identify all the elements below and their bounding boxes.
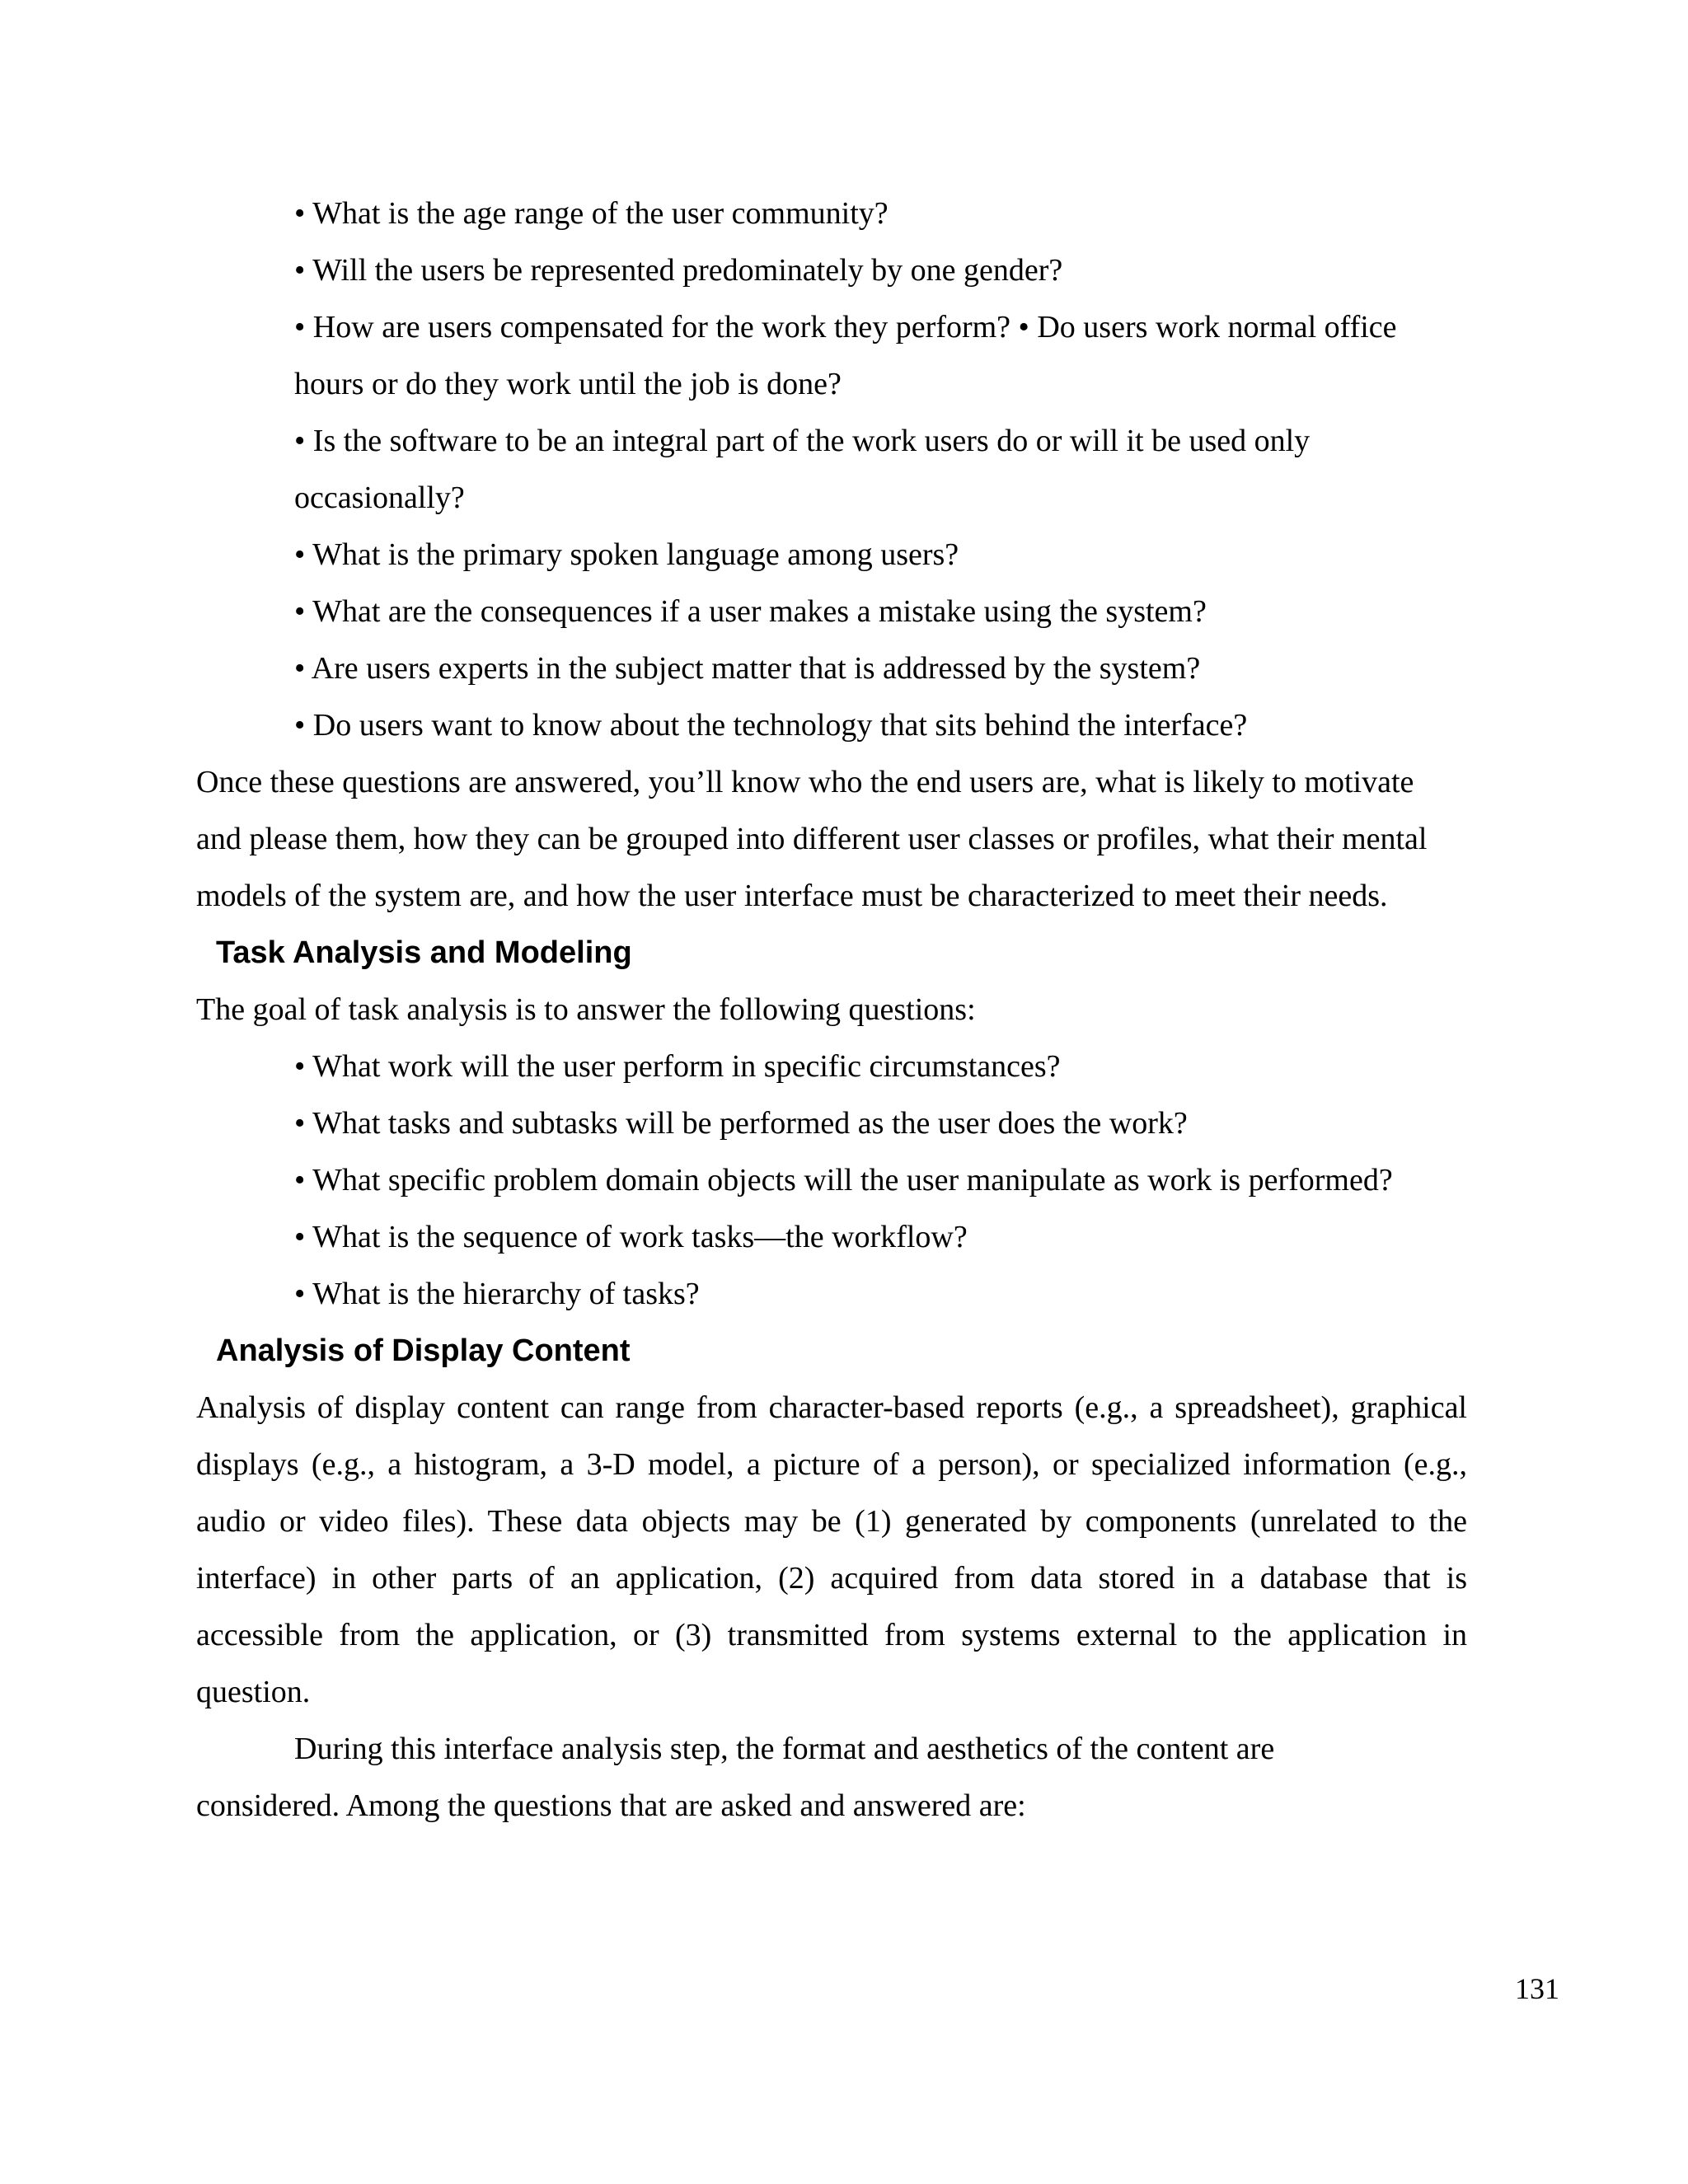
task-analysis-heading: Task Analysis and Modeling <box>216 935 632 970</box>
task-bullet-subtasks: • What tasks and subtasks will be performed as the user does the work? <box>294 1106 1188 1141</box>
bullet-integral-part-continued: occasionally? <box>294 480 465 515</box>
bullet-compensation: • How are users compensated for the work they perform? • Do users work normal office <box>294 310 1397 344</box>
second-paragraph-line-2: considered. Among the questions that are asked and answered are: <box>196 1788 1026 1823</box>
bullet-integral-part: • Is the software to be an integral part of the work users do or will it be used only <box>294 424 1311 458</box>
display-paragraph-line-2: displays (e.g., a histogram, a 3-D model, a picture of a person), or specialized information (e.g., <box>196 1447 1467 1482</box>
display-paragraph-line-5: accessible from the application, or (3) transmitted from systems external to the application in <box>196 1618 1467 1652</box>
task-bullet-workflow: • What is the sequence of work tasks—the workflow? <box>294 1220 968 1254</box>
summary-line-1: Once these questions are answered, you’ll know who the end users are, what is likely to motivate <box>196 765 1414 799</box>
bullet-gender: • Will the users be represented predominately by one gender? <box>294 253 1063 288</box>
task-bullet-work: • What work will the user perform in specific circumstances? <box>294 1049 1061 1084</box>
display-paragraph-line-6: question. <box>196 1675 311 1709</box>
bullet-compensation-continued: hours or do they work until the job is done? <box>294 367 842 401</box>
display-paragraph-line-1: Analysis of display content can range from character-based reports (e.g., a spreadsheet), graphical <box>196 1390 1467 1425</box>
task-bullet-hierarchy: • What is the hierarchy of tasks? <box>294 1277 700 1311</box>
display-paragraph-line-3: audio or video files). These data objects may be (1) generated by components (unrelated to the <box>196 1504 1467 1539</box>
bullet-technology: • Do users want to know about the technology that sits behind the interface? <box>294 708 1248 743</box>
task-bullet-domain-objects: • What specific problem domain objects will the user manipulate as work is performed? <box>294 1163 1393 1197</box>
second-paragraph-line-1: During this interface analysis step, the format and aesthetics of the content are <box>294 1732 1275 1766</box>
display-content-heading: Analysis of Display Content <box>216 1333 631 1368</box>
bullet-spoken-language: • What is the primary spoken language among users? <box>294 537 959 572</box>
bullet-experts: • Are users experts in the subject matter that is addressed by the system? <box>294 651 1201 686</box>
summary-line-2: and please them, how they can be grouped into different user classes or profiles, what their mental <box>196 822 1428 856</box>
bullet-age-range: • What is the age range of the user community? <box>294 196 889 231</box>
task-analysis-intro: The goal of task analysis is to answer the following questions: <box>196 992 976 1027</box>
page-number: 131 <box>1515 1972 1559 2005</box>
summary-line-3: models of the system are, and how the user interface must be characterized to meet their needs. <box>196 879 1388 913</box>
display-paragraph-line-4: interface) in other parts of an application, (2) acquired from data stored in a database that is <box>196 1561 1467 1596</box>
bullet-consequences: • What are the consequences if a user makes a mistake using the system? <box>294 594 1207 629</box>
